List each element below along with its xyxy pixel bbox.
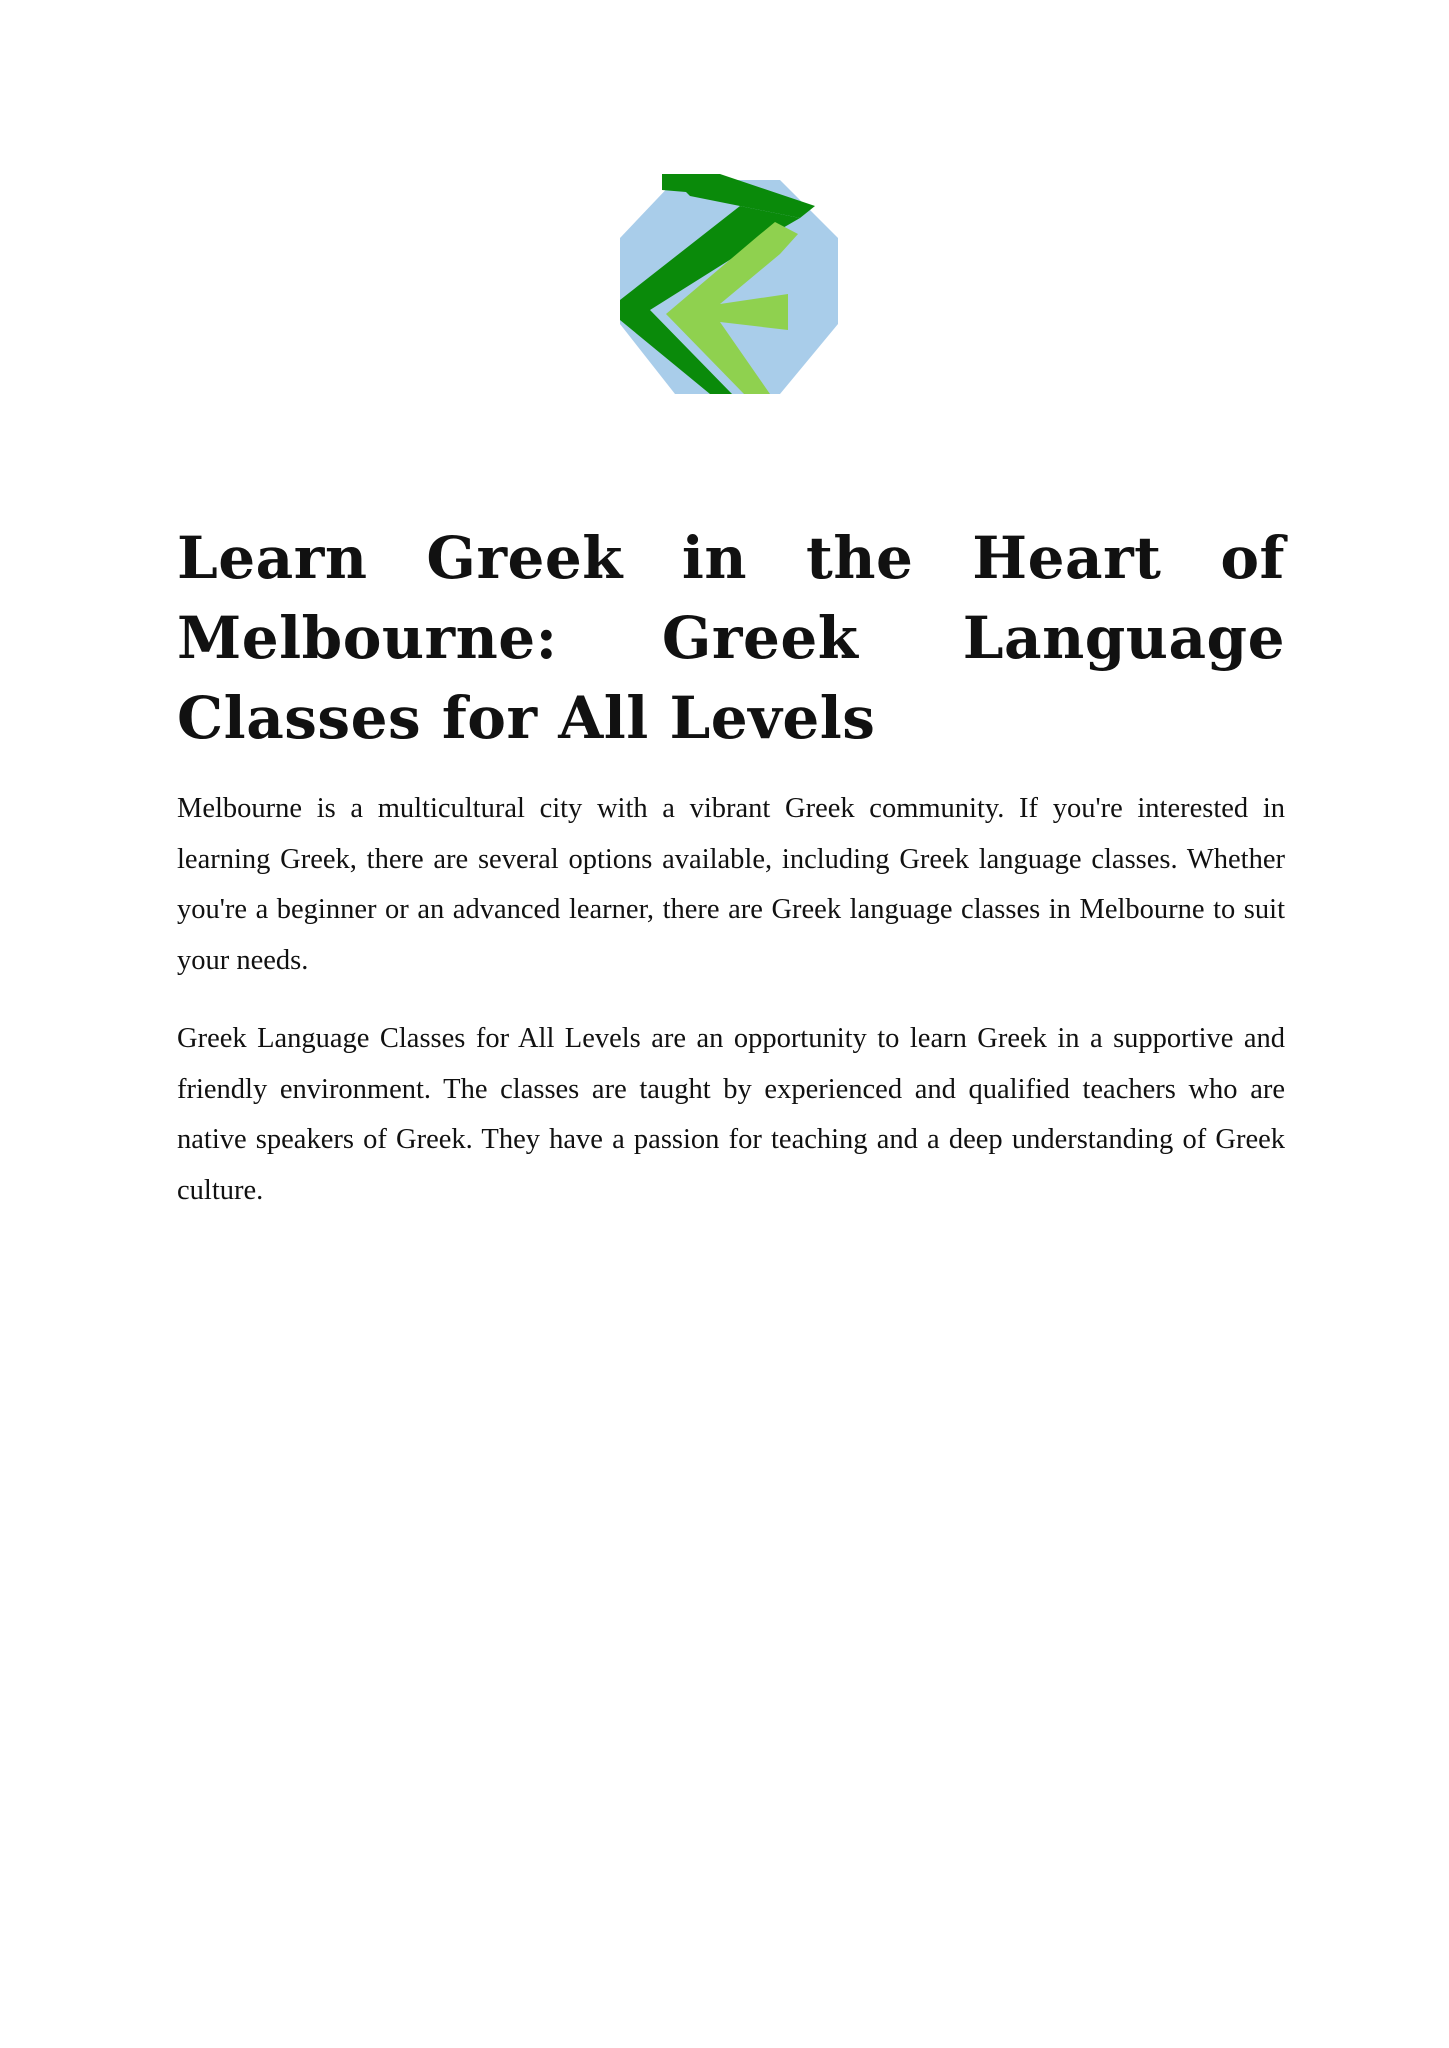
article-title: Learn Greek in the Heart of Melbourne: Greek Language Classes for All Levels — [177, 524, 1285, 752]
article-content — [177, 518, 1285, 1244]
article-paragraph-1: Melbourne is a multicultural city with a vibrant Greek community. If you're interested in learning Greek, there are several options available, including Greek language classes. Whether you're a beginner or an advanced learner, there are Greek language classes in Melbourne to suit your needs. — [177, 793, 1285, 976]
logo-graphic — [620, 172, 838, 394]
greek-language-logo-icon — [620, 172, 838, 394]
article-paragraph-2: Greek Language Classes for All Levels are an opportunity to learn Greek in a supportive and friendly environment. The classes are taught by experienced and qualified teachers who are native speakers of Greek. They have a passion for teaching and a deep understanding of Greek culture. — [177, 1023, 1285, 1206]
